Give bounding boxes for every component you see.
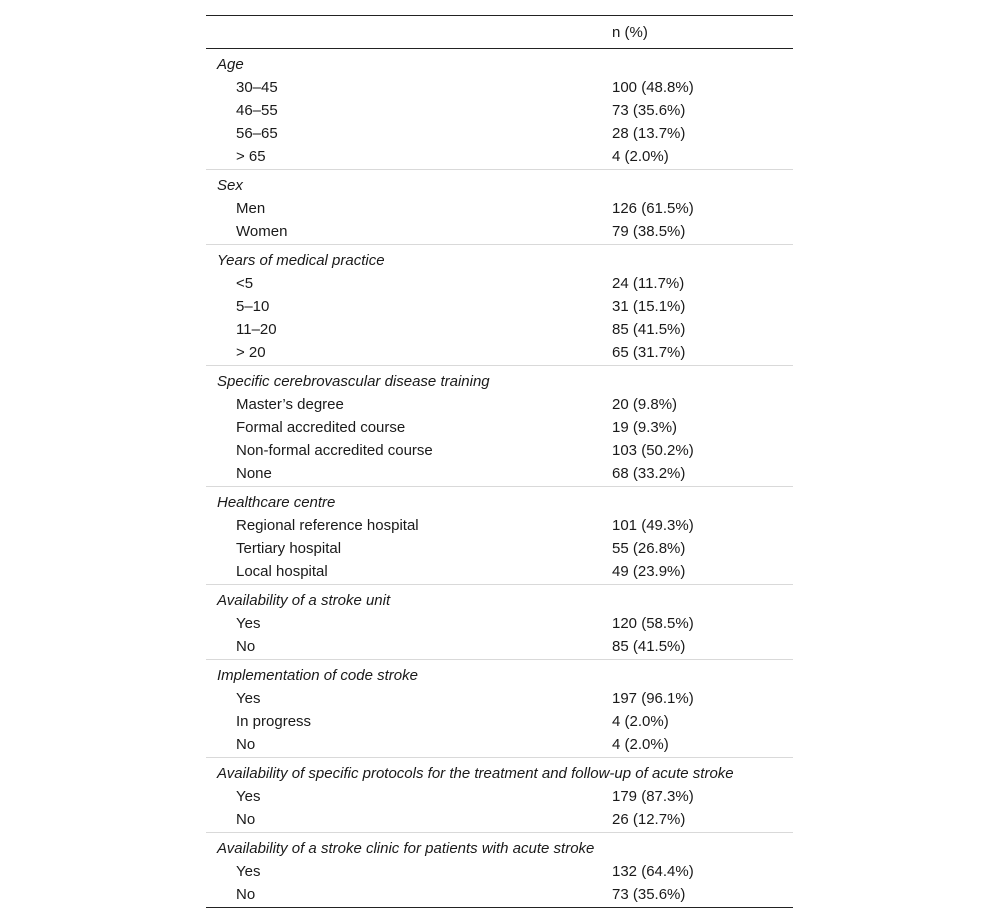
table-row — [206, 462, 793, 485]
group-title: Healthcare centre — [217, 494, 336, 511]
table-row — [206, 76, 793, 99]
row-label: Non-formal accredited course — [236, 442, 433, 459]
row-label: 30–45 — [236, 79, 278, 96]
row-value: 19 (9.3%) — [612, 419, 678, 436]
table-row — [206, 439, 793, 462]
row-value: 26 (12.7%) — [612, 811, 686, 828]
row-label: > 65 — [236, 148, 266, 165]
row-value: 197 (96.1%) — [612, 690, 694, 707]
row-label: In progress — [236, 713, 312, 730]
table-group — [206, 170, 793, 245]
row-value: 85 (41.5%) — [612, 321, 686, 338]
row-label: Master’s degree — [236, 396, 344, 413]
table-row — [206, 341, 793, 364]
table-row — [206, 560, 793, 583]
row-label: Formal accredited course — [236, 419, 406, 436]
table-group — [206, 585, 793, 660]
row-value: 49 (23.9%) — [612, 563, 686, 580]
table-row — [206, 514, 793, 537]
table-row — [206, 295, 793, 318]
row-value: 65 (31.7%) — [612, 344, 686, 361]
row-label: No — [236, 886, 256, 903]
group-title: Years of medical practice — [217, 252, 385, 269]
table-group — [206, 49, 793, 170]
table-group — [206, 487, 793, 585]
row-value: 126 (61.5%) — [612, 200, 694, 217]
table-group — [206, 366, 793, 487]
row-value: 132 (64.4%) — [612, 863, 694, 880]
row-value: 100 (48.8%) — [612, 79, 694, 96]
table-row — [206, 220, 793, 243]
row-value: 120 (58.5%) — [612, 615, 694, 632]
row-value: 4 (2.0%) — [612, 148, 669, 165]
table-row — [206, 272, 793, 295]
table-row — [206, 318, 793, 341]
row-label: No — [236, 638, 256, 655]
row-label: <5 — [236, 275, 254, 292]
table-row — [206, 883, 793, 906]
table-row — [206, 122, 793, 145]
row-label: Tertiary hospital — [236, 540, 342, 557]
column-header-value: n (%) — [612, 24, 648, 41]
group-title: Implementation of code stroke — [217, 667, 418, 684]
row-label: 56–65 — [236, 125, 278, 142]
row-label: None — [236, 465, 272, 482]
table-row — [206, 145, 793, 168]
row-label: Yes — [236, 615, 261, 632]
row-label: Local hospital — [236, 563, 328, 580]
table-group — [206, 833, 793, 907]
row-value: 28 (13.7%) — [612, 125, 686, 142]
table-group — [206, 660, 793, 758]
table-row — [206, 733, 793, 756]
row-value: 103 (50.2%) — [612, 442, 694, 459]
row-label: > 20 — [236, 344, 266, 361]
row-label: No — [236, 736, 256, 753]
table-row — [206, 687, 793, 710]
row-value: 4 (2.0%) — [612, 713, 669, 730]
group-title: Availability of a stroke unit — [217, 592, 391, 609]
table-header — [206, 16, 793, 48]
row-value: 101 (49.3%) — [612, 517, 694, 534]
table-row — [206, 635, 793, 658]
table-group — [206, 245, 793, 366]
group-title: Availability of a stroke clinic for patients with acute stroke — [217, 840, 595, 857]
table-row — [206, 860, 793, 883]
row-value: 179 (87.3%) — [612, 788, 694, 805]
row-value: 55 (26.8%) — [612, 540, 686, 557]
group-title: Availability of specific protocols for the treatment and follow-up of acute stroke — [217, 765, 734, 782]
row-value: 20 (9.8%) — [612, 396, 678, 413]
row-label: Women — [236, 223, 288, 240]
row-label: Yes — [236, 788, 261, 805]
row-value: 85 (41.5%) — [612, 638, 686, 655]
table-row — [206, 785, 793, 808]
row-value: 24 (11.7%) — [612, 275, 685, 292]
row-label: Yes — [236, 690, 261, 707]
row-value: 73 (35.6%) — [612, 886, 686, 903]
data-table — [206, 15, 793, 908]
table-row — [206, 710, 793, 733]
table-row — [206, 612, 793, 635]
row-value: 4 (2.0%) — [612, 736, 669, 753]
group-title: Sex — [217, 177, 243, 194]
row-value: 73 (35.6%) — [612, 102, 686, 119]
group-title: Age — [217, 56, 244, 73]
row-value: 31 (15.1%) — [612, 298, 686, 315]
row-label: Regional reference hospital — [236, 517, 419, 534]
table-group — [206, 758, 793, 833]
row-label: Yes — [236, 863, 261, 880]
table-row — [206, 416, 793, 439]
table-row — [206, 537, 793, 560]
table-row — [206, 808, 793, 831]
row-value: 68 (33.2%) — [612, 465, 686, 482]
table-row — [206, 393, 793, 416]
row-label: 5–10 — [236, 298, 270, 315]
table-row — [206, 197, 793, 220]
row-label: Men — [236, 200, 266, 217]
row-label: 46–55 — [236, 102, 278, 119]
table-body — [206, 49, 793, 907]
row-label: No — [236, 811, 256, 828]
group-title: Specific cerebrovascular disease training — [217, 373, 490, 390]
table-row — [206, 99, 793, 122]
row-value: 79 (38.5%) — [612, 223, 686, 240]
row-label: 11–20 — [236, 321, 277, 338]
